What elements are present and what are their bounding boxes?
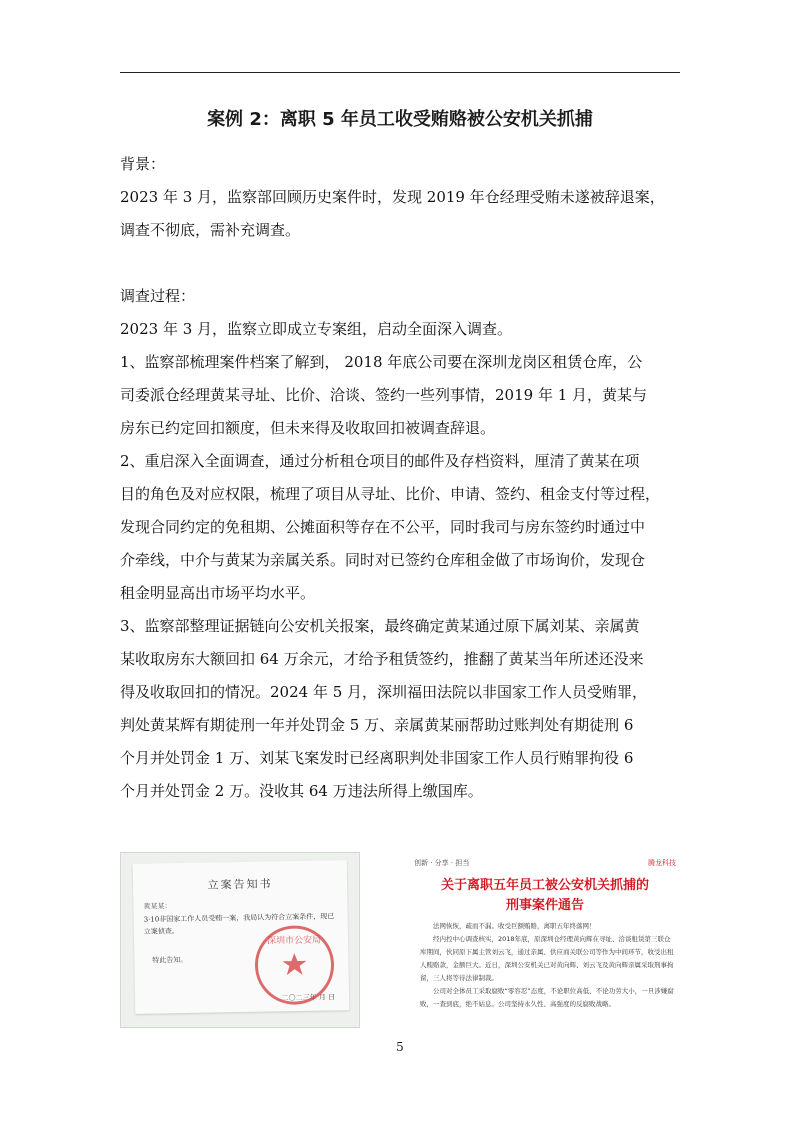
company-announcement-screenshot — [410, 852, 680, 1032]
announcement-title — [410, 876, 680, 916]
paragraph-line: 调查不彻底，需补充调查。 — [120, 221, 301, 239]
section-heading: 背景： — [120, 155, 166, 173]
paragraph-line: 2023 年 3 月，监察部回顾历史案件时，发现 2019 年仓经理受贿未遂被辞退案， — [120, 188, 665, 206]
announcement-paragraph: 经内控中心调查核实，2018年底，原深圳仓经理黄向辉在寻址、洽谈租赁第三联仓库期间，伙同原下属主管刘云飞，通过亲属、供应商关联公司等作为中间环节，收受出租人贿赂款，金额巨大。近日，深圳公安机关已对黄向辉、刘云飞及黄向辉亲属采取刑事拘留，三人将等待法律制裁。 — [420, 935, 674, 982]
page-number: 5 — [396, 1040, 404, 1054]
paragraph-line: 2、重启深入全面调查，通过分析租仓项目的邮件及存档资料，厘清了黄某在项 — [120, 452, 640, 470]
svg-text:深圳市公安局: 深圳市公安局 — [266, 935, 322, 947]
section-investigation — [120, 280, 680, 808]
paragraph-line: 租金明显高出市场平均水平。 — [120, 584, 316, 602]
paragraph-line: 介牵线，中介与黄某为亲属关系。同时对已签约仓库租金做了市场询价，发现仓 — [120, 551, 646, 569]
paragraph-line: 3、监察部整理证据链向公安机关报案，最终确定黄某通过原下属刘某、亲属黄 — [120, 617, 640, 635]
section-background — [120, 148, 680, 247]
paragraph-line: 某收取房东大额回扣 64 万余元，才给予租赁签约，推翻了黄某当年所述还没来 — [120, 650, 644, 668]
announcement-brand: 腾龙科技 — [648, 859, 676, 867]
paragraph-line: 2023 年 3 月，监察立即成立专案组，启动全面深入调查。 — [120, 320, 513, 338]
notice-addressee: 黄某某： — [143, 902, 172, 911]
announcement-tagline: 创新 · 分享 · 担当 — [414, 859, 470, 867]
announcement-paragraph: 公司对全体员工采取腐败“零容忍”态度，不论职位高低、不论功劳大小，一旦涉嫌腐败，一查到底，绝不姑息。公司坚持永久性、高强度的反腐败战略。 — [420, 987, 674, 1008]
paragraph-line: 司委派仓经理黄某寻址、比价、洽谈、签约一些列事情，2019 年 1 月，黄某与 — [120, 386, 648, 404]
notice-title: 立案告知书 — [207, 877, 273, 892]
paragraph-line: 发现合同约定的免租期、公摊面积等存在不公平，同时我司与房东签约时通过中 — [120, 518, 646, 536]
paragraph-line: 判处黄某辉有期徒刑一年并处罚金 5 万、亲属黄某丽帮助过账判处有期徒刑 6 — [120, 716, 634, 734]
notice-closing: 特此告知。 — [152, 955, 188, 965]
page-title: 案例 2：离职 5 年员工收受贿赂被公安机关抓捕 — [207, 109, 593, 130]
case-filing-notice-photo — [120, 852, 360, 1028]
paragraph-line: 个月并处罚金 1 万、刘某飞案发时已经离职判处非国家工作人员行贿罪拘役 6 — [120, 749, 634, 767]
section-heading: 调查过程： — [120, 287, 196, 305]
paragraph-line: 得及收取回扣的情况。2024 年 5 月，深圳福田法院以非国家工作人员受贿罪， — [120, 683, 648, 701]
notice-body: 3·10非国家工作人员受贿一案，我局认为符合立案条件，现已立案侦查。 — [143, 912, 335, 936]
evidence-figures — [120, 852, 680, 1032]
paragraph-line: 房东已约定回扣额度，但未来得及收取回扣被调查辞退。 — [120, 419, 496, 437]
paragraph-line: 目的角色及对应权限，梳理了项目从寻址、比价、申请、签约、租金支付等过程， — [120, 485, 661, 503]
paragraph-line: 1、监察部梳理案件档案了解到， 2018 年底公司要在深圳龙岗区租赁仓库，公 — [120, 353, 643, 371]
announcement-header — [414, 858, 676, 870]
header-rule — [120, 72, 680, 73]
announcement-title-line: 刑事案件通告 — [505, 898, 584, 913]
announcement-title-line: 关于离职五年员工被公安机关抓捕的 — [440, 878, 649, 893]
announcement-paragraph: 法网恢恢，疏而不漏。收受巨额贿赂，离职五年终落网！ — [433, 922, 596, 930]
red-seal-icon — [252, 922, 337, 1007]
paragraph-line: 个月并处罚金 2 万。没收其 64 万违法所得上缴国库。 — [120, 782, 483, 800]
notice-date: 二〇二三年 月 日 — [281, 993, 336, 1003]
notice-paper — [133, 860, 350, 1014]
announcement-body — [420, 920, 674, 1011]
